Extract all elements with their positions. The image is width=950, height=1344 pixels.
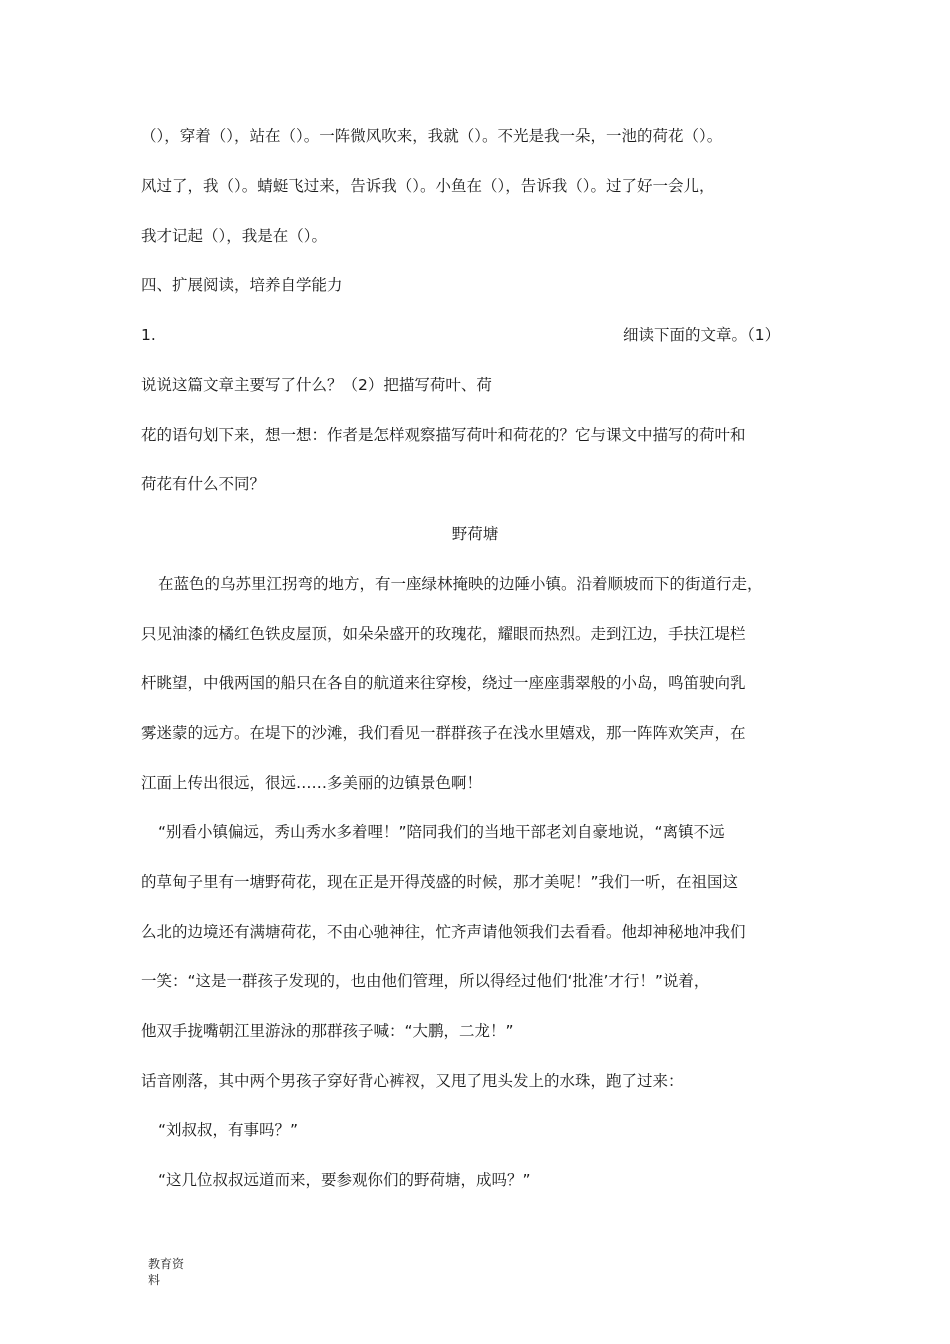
article-title: 野荷塘 [451,525,499,543]
footer-label-line-2: 料 [148,1273,161,1287]
article-line: 江面上传出很远，很远……多美丽的边镇景色啊！ [141,774,483,792]
article-line: 一笑：“这是一群孩子发现的，也由他们管理，所以得经过他们‘批准’才行！”说着， [141,972,710,990]
task-question-line-4: 荷花有什么不同？ [141,475,266,493]
article-line: “这几位叔叔远道而来，要参观你们的野荷塘，成吗？” [158,1171,531,1189]
article-line: 么北的边境还有满塘荷花，不由心驰神往，忙齐声请他领我们去看看。他却神秘地冲我们 [141,923,746,941]
article-line: 雾迷蒙的远方。在堤下的沙滩，我们看见一群群孩子在浅水里嬉戏，那一阵阵欢笑声，在 [141,724,746,742]
article-line: 杆眺望，中俄两国的船只在各自的航道来往穿梭，绕过一座座翡翠般的小岛，鸣笛驶向乳 [141,674,746,692]
footer-label-line-1: 教育资 [148,1257,185,1271]
task-number: 1. [141,326,156,344]
article-line: 只见油漆的橘红色铁皮屋顶，如朵朵盛开的玫瑰花，耀眼而热烈。走到江边，手扶江堤栏 [141,625,746,643]
article-line: 的草甸子里有一塘野荷花，现在正是开得茂盛的时候，那才美呢！”我们一听，在祖国这 [141,873,739,891]
section-heading: 四、扩展阅读，培养自学能力 [141,276,343,294]
article-line: “刘叔叔，有事吗？” [158,1121,299,1139]
task-question-line-2: 说说这篇文章主要写了什么？（2）把描写荷叶、荷 [141,376,492,394]
blank-fill-line-3: 我才记起（），我是在（）。 [141,227,328,245]
article-line: “别看小镇偏远，秀山秀水多着哩！”陪同我们的当地干部老刘自豪地说，“离镇不远 [158,823,725,841]
task-question-line-3: 花的语句划下来，想一想：作者是怎样观察描写荷叶和荷花的？它与课文中描写的荷叶和 [141,426,746,444]
blank-fill-line-1: （），穿着（），站在（）。一阵微风吹来，我就（）。不光是我一朵，一池的荷花（）。 [141,127,723,145]
blank-fill-line-2: 风过了，我（）。蜻蜓飞过来，告诉我（）。小鱼在（），告诉我（）。过了好一会儿， [141,177,715,195]
article-line: 话音刚落，其中两个男孩子穿好背心裤衩，又甩了甩头发上的水珠，跑了过来： [141,1072,684,1090]
article-line: 在蓝色的乌苏里江拐弯的地方，有一座绿林掩映的边陲小镇。沿着顺坡而下的街道行走， [158,575,763,593]
task-instruction: 细读下面的文章。（1） [623,326,781,344]
article-line: 他双手拢嘴朝江里游泳的那群孩子喊：“大鹏，二龙！” [141,1022,514,1040]
